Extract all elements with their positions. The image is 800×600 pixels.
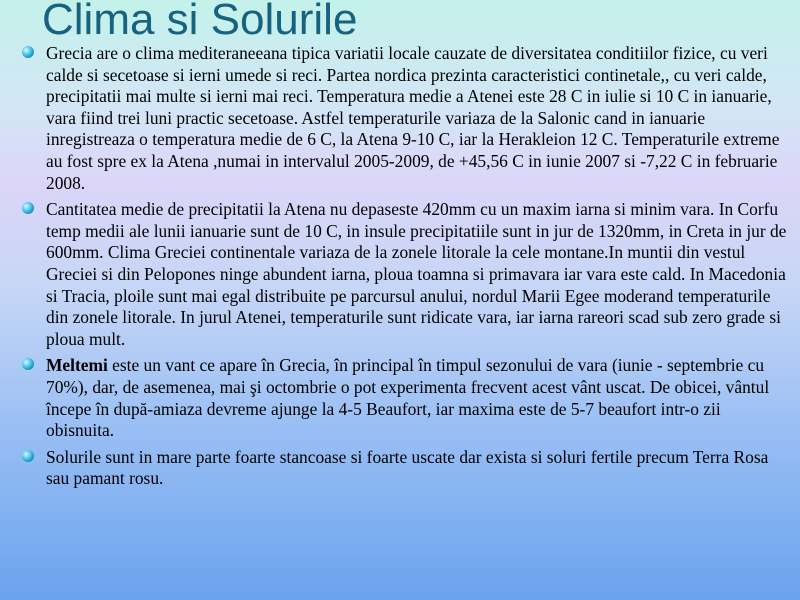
bullet-bold-term: Meltemi [46,355,108,376]
bullet-item-climate [46,43,790,194]
bullet-item-soils [46,447,790,490]
bullet-text: Solurile sunt in mare parte foarte stancoase si foarte uscate dar exista si soluri fertile precum Terra Rosa sau pamant rosu. [46,446,769,489]
bullet-item-meltemi [46,355,790,441]
bullet-list [46,43,790,495]
bullet-text: este un vant ce apare în Grecia, în principal în timpul sezonului de vara (iunie - septembrie cu 70%), dar, de asemenea, mai şi octombrie o pot experimenta frecvent acest vânt uscat. De obicei, vântul începe în după-amiaza devreme ajunge la 4-5 Beaufort, iar maxima este de 5-7 beaufort intr-o zii obisnuita. [46,355,770,441]
bullet-icon [22,202,34,214]
bullet-text: Grecia are o clima mediteraneeana tipica variatii locale cauzate de diversitatea conditiilor fizice, cu veri calde si secetoase si ierni umede si reci. Partea nordica prezinta caracteristici continetale,, cu veri calde, precipitatii mai multe si ierni mai reci. Temperatura medie a Atenei este 28 C in iulie si 10 C in ianuarie, vara fiind trei luni practic secetoase. Astfel temperaturile variaza de la Salonic cand in ianuarie inregistreaza o temperatura medie de 6 C, la Atena 9-10 C, iar la Herakleion 12 C. Temperaturile extreme au fost spre ex la Atena ,numai in intervalul 2005-2009, de +45,56 C in iunie 2007 si -7,22 C in februarie 2008. [46,43,780,193]
slide-title: Clima si Solurile [42,0,358,44]
bullet-item-precipitation [46,199,790,350]
bullet-icon [22,46,34,58]
bullet-icon [22,358,34,370]
bullet-text: Cantitatea medie de precipitatii la Atena nu depaseste 420mm cu un maxim iarna si minim vara. In Corfu temp medii ale lunii ianuarie sunt de 10 C, in insule precipitatiile sunt in jur de 1320mm, in Creta in jur de 600mm. Clima Greciei continentale variaza de la zonele litorale la cele montane.In muntii din vestul Greciei si din Pelopones ninge abundent iarna, ploua toamna si primavara iar vara este cald. In Macedonia si Tracia, ploile sunt mai egal distribuite pe parcursul anului, nordul Marii Egee moderand temperaturile din zonele litorale. In jurul Atenei, temperaturile sunt ridicate vara, iar iarna rareori scad sub zero grade si ploua mult. [46,199,787,349]
bullet-icon [22,450,34,462]
